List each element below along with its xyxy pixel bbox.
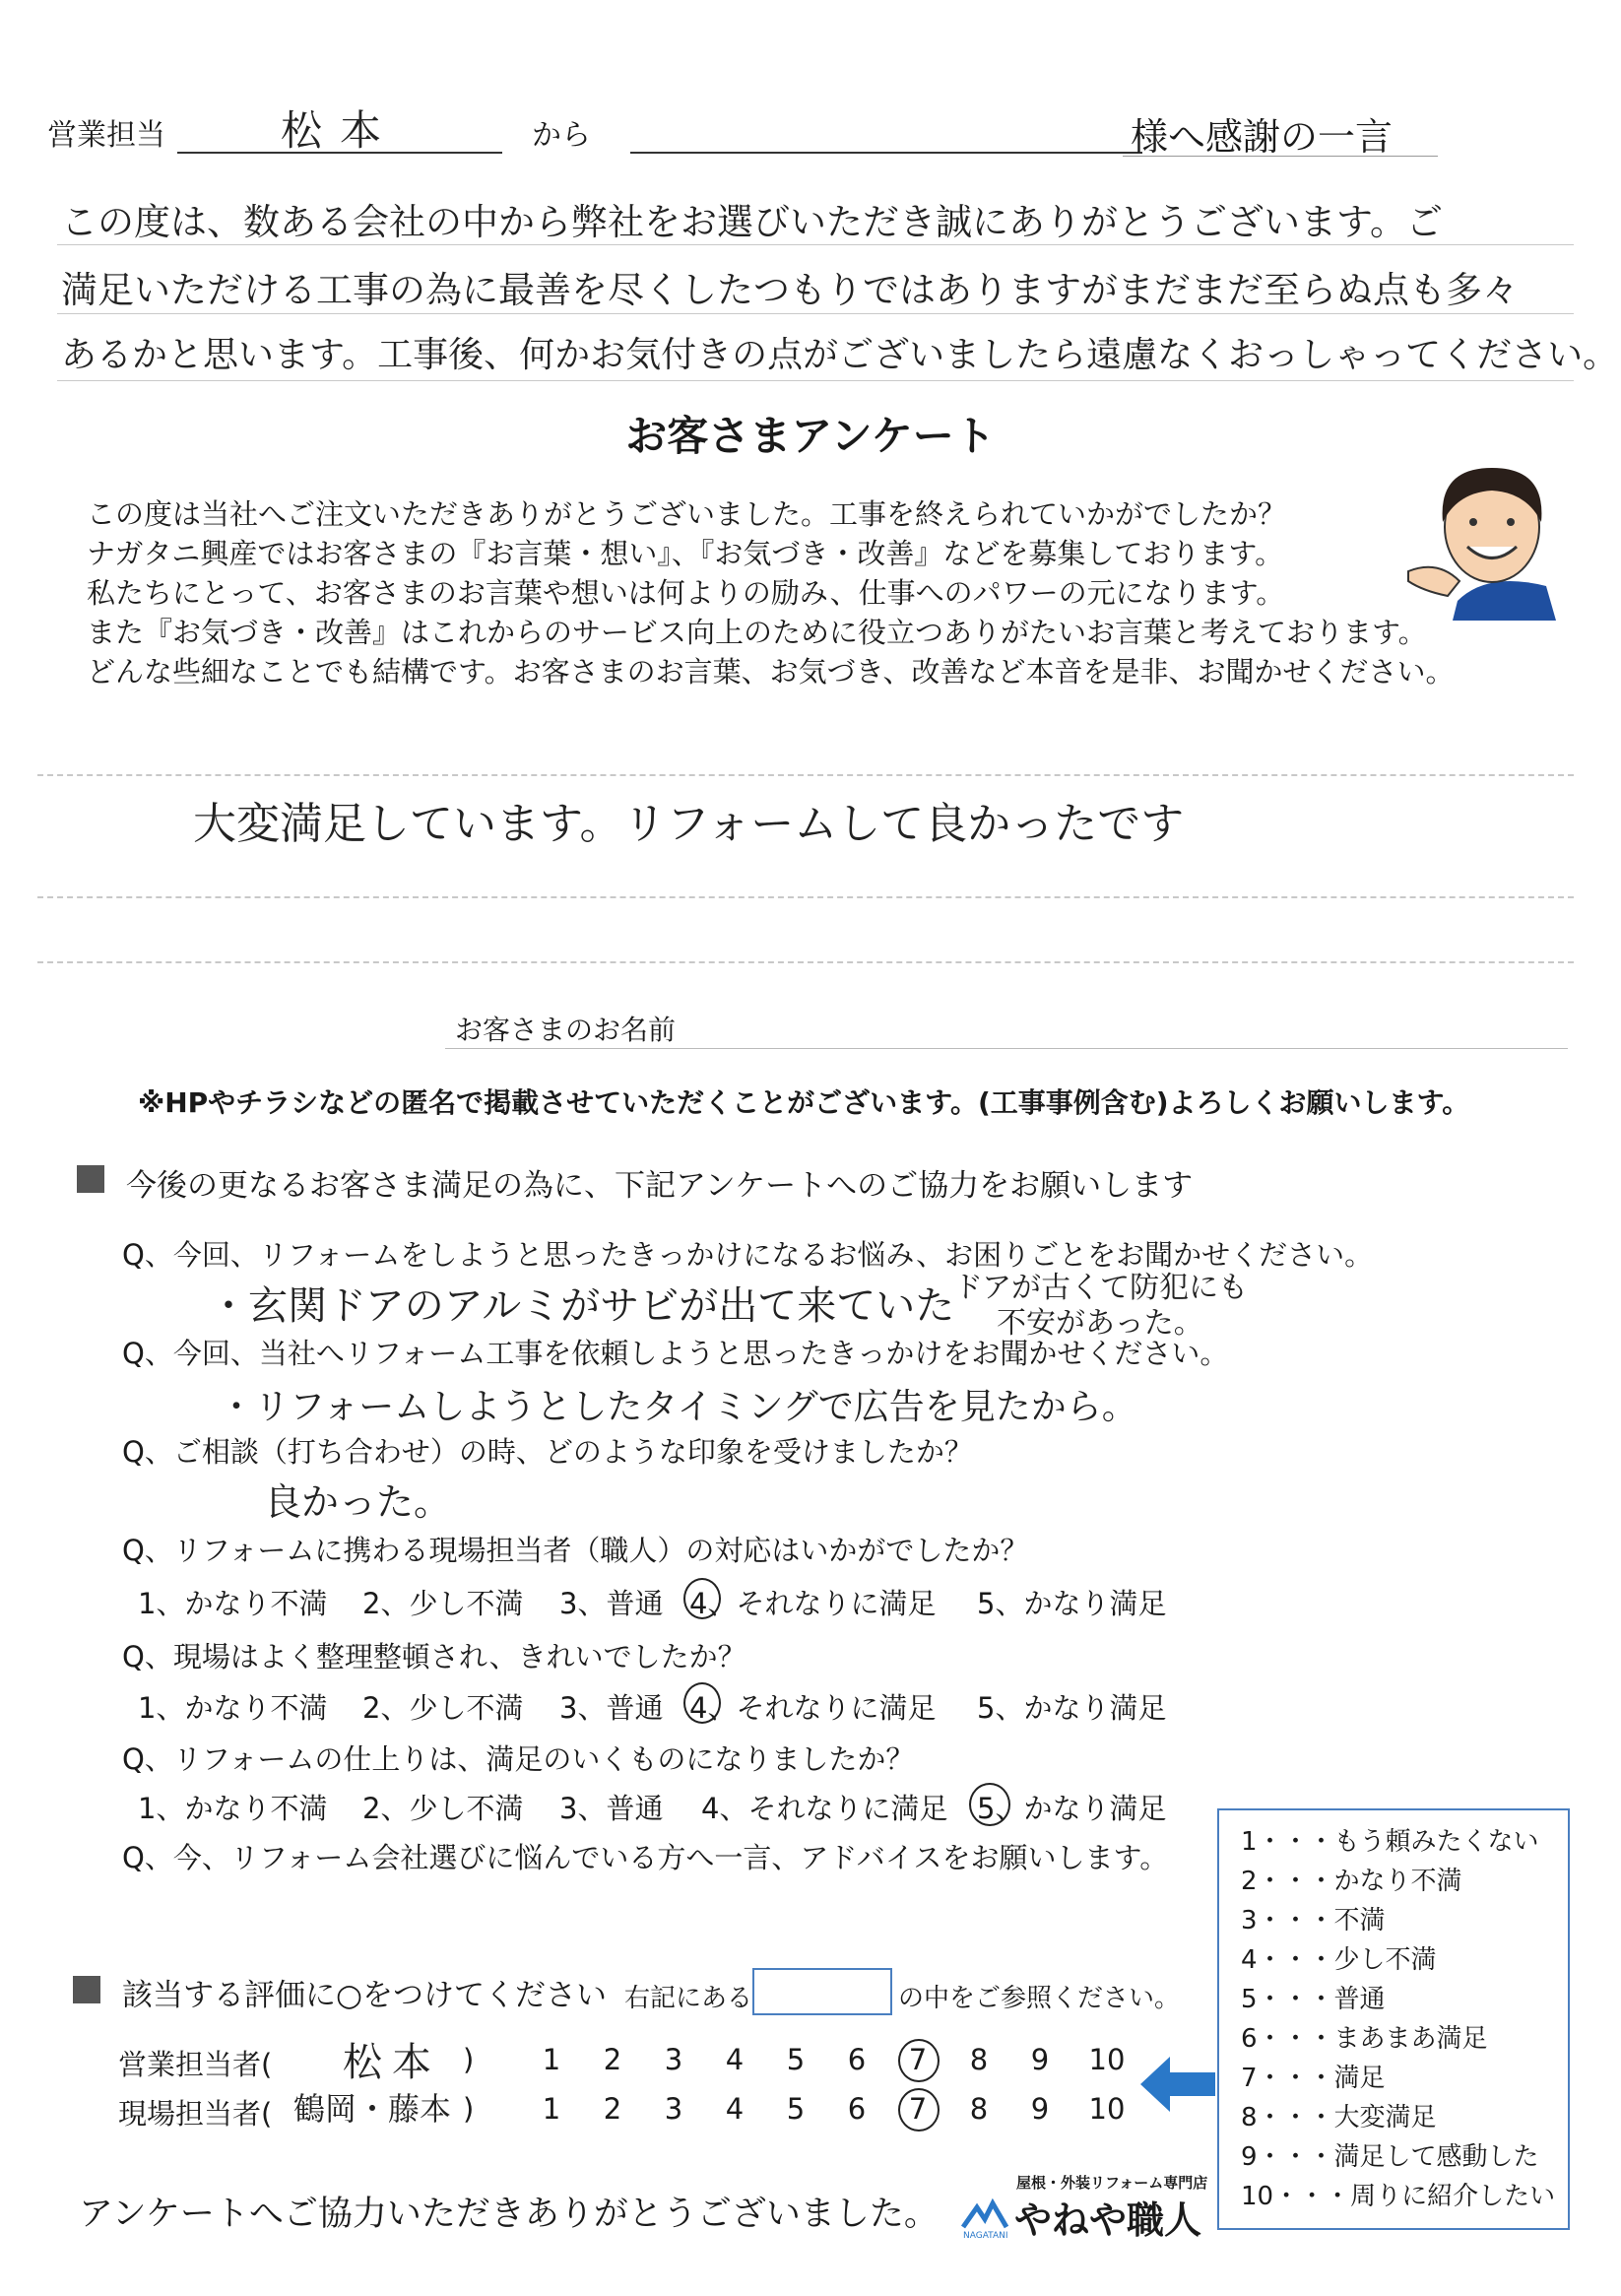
answer-1-note-2: 不安があった。 <box>997 1306 1203 1341</box>
option-3[interactable]: 3、普通 <box>559 1792 664 1825</box>
legend-item: 4・・・少し不満 <box>1241 1945 1437 1975</box>
sales-rep-underline <box>177 152 502 154</box>
arrow-left-icon <box>1140 2053 1215 2116</box>
legend-item: 5・・・普通 <box>1241 1985 1386 2014</box>
legend-reference-box <box>752 1968 892 2015</box>
mascot-illustration <box>1398 453 1576 621</box>
thanks-heading: 様へ感謝の一言 <box>1131 115 1394 159</box>
comment-line <box>37 774 1574 776</box>
answer-1: ・玄関ドアのアルミがサビが出て来ていた <box>209 1283 955 1329</box>
legend-item: 9・・・満足して感動した <box>1241 2142 1539 2172</box>
footer-thanks: アンケートへご協力いただきありがとうございました。 <box>79 2195 939 2234</box>
option-1[interactable]: 1、かなり不満 <box>138 1792 328 1825</box>
message-line-3: あるかと思います。工事後、何かお気付きの点がございましたら遠慮なくおっしゃってください。 <box>61 335 1619 375</box>
rating-8[interactable]: 8 <box>969 2092 989 2126</box>
customer-name-line <box>445 1048 1568 1049</box>
legend-item: 1・・・もう頼みたくない <box>1241 1827 1539 1857</box>
rating-10[interactable]: 10 <box>1088 2092 1126 2126</box>
rating-3[interactable]: 3 <box>664 2092 683 2126</box>
logo-subtitle: 屋根・外装リフォーム専門店 <box>1016 2174 1208 2192</box>
section1-title: 今後の更なるお客さま満足の為に、下記アンケートへのご協力をお願いします <box>126 1168 1194 1204</box>
question-2: Q、今回、当社へリフォーム工事を依頼しようと思ったきっかけをお聞かせください。 <box>122 1337 1229 1370</box>
option-5[interactable]: 5、かなり満足 <box>977 1691 1167 1725</box>
section2-hint-pre: 右記にある <box>624 1984 753 2013</box>
option-5[interactable]: 5、かなり満足 <box>977 1792 1167 1825</box>
intro-line: また『お気づき・改善』はこれからのサービス向上のために役立つありがたいお言葉と考えております。 <box>87 616 1427 649</box>
section2-hint-post: の中をご参照ください。 <box>898 1984 1181 2013</box>
question-6: Q、リフォームの仕上りは、満足のいくものになりましたか？ <box>122 1742 915 1776</box>
option-1[interactable]: 1、かなり不満 <box>138 1691 328 1725</box>
survey-title: お客さまアンケート <box>625 412 996 460</box>
legend-item: 8・・・大変満足 <box>1241 2103 1437 2132</box>
site-rating-label-text: 現場担当者( <box>118 2097 273 2131</box>
rating-4[interactable]: 4 <box>725 2043 745 2076</box>
rating-1[interactable]: 1 <box>542 2092 561 2126</box>
message-rule-2 <box>57 313 1574 314</box>
logo-mark-icon <box>959 2194 1010 2233</box>
intro-line: ナガタニ興産ではお客さまの『お言葉・想い』、『お気づき・改善』などを募集しております。 <box>87 537 1284 570</box>
option-4[interactable]: 4、それなりに満足 <box>689 1691 937 1725</box>
rating-6[interactable]: 6 <box>847 2092 867 2126</box>
sales-close-paren: ) <box>463 2043 475 2076</box>
sales-rating-label <box>118 2043 272 2083</box>
selection-circle <box>969 1783 1010 1826</box>
anonymity-notice: ※HPやチラシなどの匿名で掲載させていただくことがございます。(工事事例含む)よろしくお願いします。 <box>138 1086 1470 1119</box>
customer-name-label: お客さまのお名前 <box>455 1014 677 1046</box>
rating-5[interactable]: 5 <box>786 2043 806 2076</box>
legend-item: 2・・・かなり不満 <box>1241 1867 1462 1896</box>
intro-line: この度は当社へご注文いただきありがとうございました。工事を終えられていかがでしたか？ <box>87 497 1287 531</box>
section-bullet-square <box>77 1165 104 1193</box>
rating-legend-box <box>1217 1808 1570 2230</box>
rating-9[interactable]: 9 <box>1030 2043 1050 2076</box>
customer-name-underline <box>630 152 1142 154</box>
option-1[interactable]: 1、かなり不満 <box>138 1587 328 1620</box>
rating-2[interactable]: 2 <box>603 2043 622 2076</box>
rating-4[interactable]: 4 <box>725 2092 745 2126</box>
question-4: Q、リフォームに携わる現場担当者（職人）の対応はいかがでしたか？ <box>122 1534 1029 1567</box>
site-rating-label <box>118 2092 272 2132</box>
customer-comment: 大変満足しています。リフォームして良かったです <box>193 799 1185 849</box>
comment-line <box>37 896 1574 898</box>
option-3[interactable]: 3、普通 <box>559 1691 664 1725</box>
rating-legend-list <box>1241 1822 1555 2216</box>
from-label: から <box>532 118 591 153</box>
sales-rating-name: 松本 <box>343 2040 441 2085</box>
site-close-paren: ) <box>463 2092 475 2126</box>
selection-circle <box>683 1578 721 1619</box>
sales-rep-name: 松本 <box>281 106 400 155</box>
sales-rating-label-text: 営業担当者( <box>118 2048 273 2081</box>
rating-8[interactable]: 8 <box>969 2043 989 2076</box>
legend-item: 7・・・満足 <box>1241 2064 1386 2093</box>
rating-9[interactable]: 9 <box>1030 2092 1050 2126</box>
answer-2: ・リフォームしようとしたタイミングで広告を見たから。 <box>219 1387 1137 1427</box>
section-bullet-square <box>73 1976 100 2003</box>
intro-line: 私たちにとって、お客さまのお言葉や想いは何よりの励み、仕事へのパワーの元になります。 <box>87 576 1285 610</box>
option-3[interactable]: 3、普通 <box>559 1587 664 1620</box>
selection-circle <box>898 2088 940 2132</box>
thanks-underline <box>1123 156 1438 157</box>
legend-item: 6・・・まあまあ満足 <box>1241 2024 1488 2054</box>
option-2[interactable]: 2、少し不満 <box>362 1792 524 1825</box>
rating-10[interactable]: 10 <box>1088 2043 1126 2076</box>
answer-1-note-1: ドアが古くて防犯にも <box>953 1271 1249 1305</box>
sales-rep-label: 営業担当 <box>47 118 165 153</box>
selection-circle <box>898 2039 940 2082</box>
legend-item: 10・・・周りに紹介したい <box>1241 2182 1556 2211</box>
section2-title: 該当する評価に○をつけてください <box>122 1978 608 2013</box>
site-rating-name: 鶴岡・藤本 <box>293 2090 452 2128</box>
question-1: Q、今回、リフォームをしようと思ったきっかけになるお悩み、お困りごとをお聞かせください。 <box>122 1238 1374 1272</box>
legend-item: 3・・・不満 <box>1241 1906 1386 1935</box>
rating-2[interactable]: 2 <box>603 2092 622 2126</box>
rating-3[interactable]: 3 <box>664 2043 683 2076</box>
rating-5[interactable]: 5 <box>786 2092 806 2126</box>
message-line-2: 満足いただける工事の為に最善を尽くしたつもりではありますがまだまだ至らぬ点も多々 <box>61 269 1519 311</box>
option-4[interactable]: 4、それなりに満足 <box>701 1792 948 1825</box>
option-5[interactable]: 5、かなり満足 <box>977 1587 1167 1620</box>
option-2[interactable]: 2、少し不満 <box>362 1587 524 1620</box>
rating-6[interactable]: 6 <box>847 2043 867 2076</box>
question-7: Q、今、リフォーム会社選びに悩んでいる方へ一言、アドバイスをお願いします。 <box>122 1841 1169 1874</box>
intro-line: どんな些細なことでも結構です。お客さまのお言葉、お気づき、改善など本音を是非、お聞かせください。 <box>87 655 1455 689</box>
comment-line <box>37 961 1574 963</box>
option-2[interactable]: 2、少し不満 <box>362 1691 524 1725</box>
question-5: Q、現場はよく整理整頓され、きれいでしたか？ <box>122 1640 746 1673</box>
message-line-1: この度は、数ある会社の中から弊社をお選びいただき誠にありがとうございます。ご <box>61 201 1444 243</box>
logo-small-text: NAGATANI <box>963 2231 1008 2241</box>
message-rule-3 <box>57 380 1574 381</box>
company-logo <box>959 2172 1208 2251</box>
survey-intro <box>87 494 1455 691</box>
answer-3: 良かった。 <box>264 1480 452 1524</box>
rating-1[interactable]: 1 <box>542 2043 561 2076</box>
question-3: Q、ご相談（打ち合わせ）の時、どのような印象を受けましたか？ <box>122 1435 973 1469</box>
rating-7[interactable]: 7 <box>908 2043 928 2076</box>
logo-name: やねや職人 <box>1014 2198 1202 2242</box>
option-4[interactable]: 4、それなりに満足 <box>689 1587 937 1620</box>
selection-circle <box>683 1682 721 1724</box>
message-rule-1 <box>57 244 1574 245</box>
rating-7[interactable]: 7 <box>908 2092 928 2126</box>
